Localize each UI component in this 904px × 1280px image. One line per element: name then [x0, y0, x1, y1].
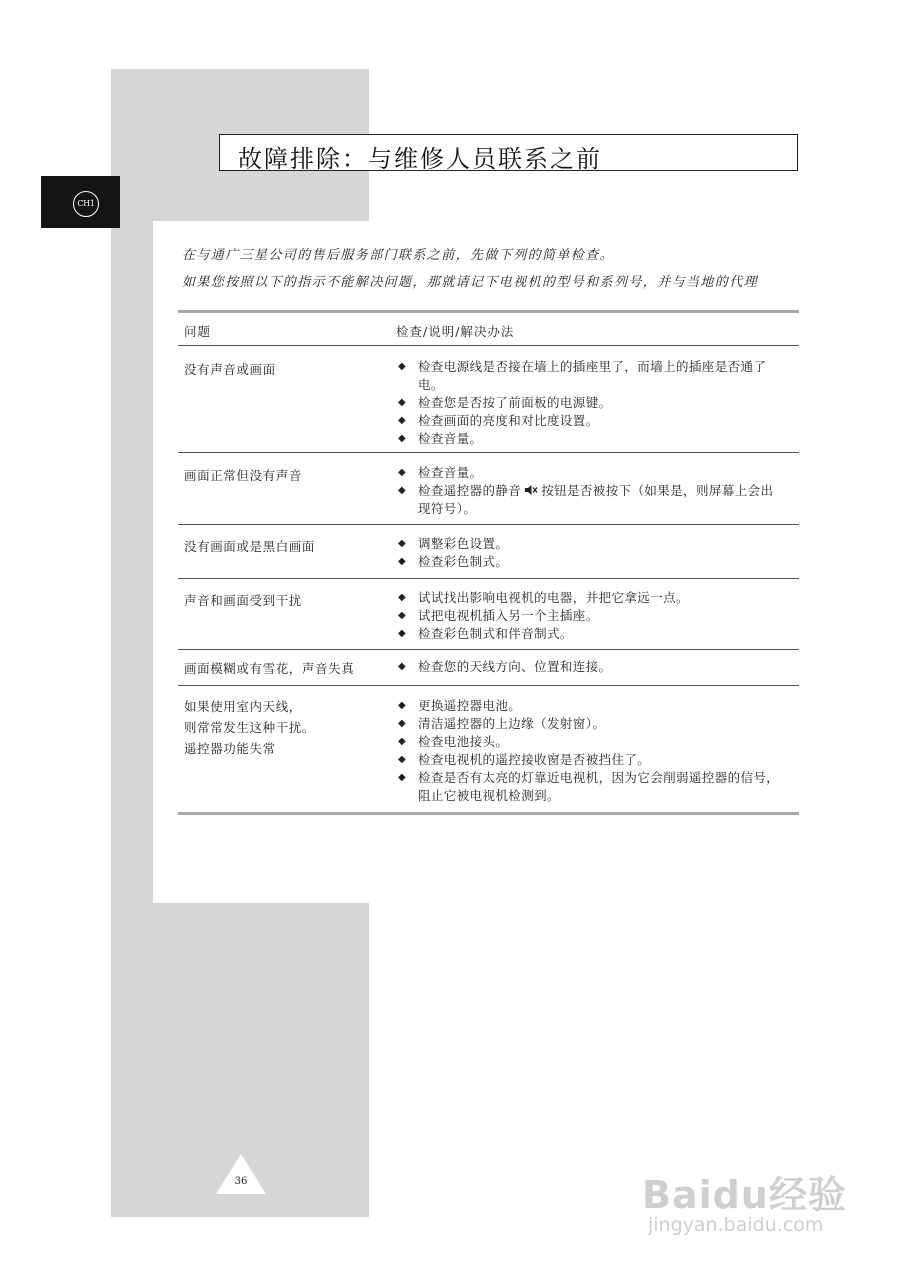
solution-list	[396, 589, 786, 643]
solution-list	[396, 658, 786, 676]
page-number-marker	[216, 1154, 266, 1194]
table-row	[178, 525, 799, 578]
problem-cell: 声音和画面受到干扰	[184, 593, 302, 608]
solution-item: ◆ 试试找出影响电视机的电器，并把它拿远一点。	[398, 590, 689, 605]
page-triangle-icon	[216, 1154, 266, 1194]
solution-item: ◆ 检查是否有太亮的灯靠近电视机，因为它会削弱遥控器的信号，阻止它被电视机检测到。	[398, 770, 780, 803]
problem-cell: 没有声音或画面	[184, 362, 276, 377]
solution-list	[396, 697, 786, 805]
page-number: 36	[234, 1176, 248, 1187]
bullet-icon: ◆	[398, 485, 407, 496]
solution-list	[396, 358, 786, 448]
solution-item: ◆ 清洁遥控器的上边缘（发射窗）。	[398, 716, 606, 731]
table-header-row	[178, 313, 799, 345]
table-row	[178, 686, 799, 812]
page-title-box	[219, 134, 798, 171]
solution-item: ◆ 检查音量。	[398, 431, 483, 446]
problem-cell: 没有画面或是黑白画面	[184, 539, 316, 554]
solution-item: ◆ 调整彩色设置。	[398, 536, 509, 551]
intro-line-2: 如果您按照以下的指示不能解决问题，那就请记下电视机的型号和系列号，并与当地的代理	[182, 275, 759, 290]
problem-cell: 如果使用室内天线， 则常常发生这种干扰。 遥控器功能失常	[184, 699, 316, 756]
problem-cell: 画面正常但没有声音	[184, 468, 302, 483]
solution-item: ◆ 检查遥控器的静音 按钮是否被按下（如果是，则屏幕上会出现符号）。	[398, 483, 774, 516]
bullet-icon: ◆	[398, 556, 407, 567]
table-row	[178, 650, 799, 685]
header-solution: 检查/说明/解决办法	[396, 324, 515, 339]
mute-icon	[524, 484, 538, 496]
bullet-icon: ◆	[398, 736, 407, 747]
solution-item: ◆ 检查电源线是否接在墙上的插座里了，而墙上的插座是否通了电。	[398, 359, 767, 392]
solution-item: ◆ 检查您是否按了前面板的电源键。	[398, 395, 612, 410]
table-row	[178, 453, 799, 524]
table-bottom-rule	[178, 812, 799, 815]
solution-item: ◆ 检查您的天线方向、位置和连接。	[398, 659, 612, 674]
solution-list	[396, 464, 786, 518]
header-problem: 问题	[184, 324, 212, 339]
bullet-icon: ◆	[398, 397, 407, 408]
bullet-icon: ◆	[398, 415, 407, 426]
bullet-icon: ◆	[398, 592, 407, 603]
intro-line-1: 在与通广三星公司的售后服务部门联系之前，先做下列的简单检查。	[182, 248, 615, 263]
bullet-icon: ◆	[398, 754, 407, 765]
bullet-icon: ◆	[398, 700, 407, 711]
watermark-logo: Baidu经验	[642, 1173, 847, 1217]
gray-band-left	[111, 221, 153, 903]
solution-item: ◆ 检查画面的亮度和对比度设置。	[398, 413, 599, 428]
table-row	[178, 346, 799, 452]
bullet-icon: ◆	[398, 467, 407, 478]
bullet-icon: ◆	[398, 361, 407, 372]
bullet-icon: ◆	[398, 610, 407, 621]
troubleshooting-table	[178, 310, 799, 815]
bullet-icon: ◆	[398, 661, 407, 672]
solution-item: ◆ 检查电池接头。	[398, 734, 509, 749]
solution-list	[396, 535, 786, 571]
bullet-icon: ◆	[398, 772, 407, 783]
watermark	[642, 1160, 852, 1260]
page-title: 故障排除：与维修人员联系之前	[238, 145, 602, 173]
solution-item: ◆ 更换遥控器电池。	[398, 698, 522, 713]
solution-item: ◆ 检查电视机的遥控接收窗是否被挡住了。	[398, 752, 651, 767]
problem-cell: 画面模糊或有雪花，声音失真	[184, 661, 355, 676]
bullet-icon: ◆	[398, 718, 407, 729]
watermark-url: jingyan.baidu.com	[648, 1214, 824, 1236]
chapter-badge: CH1	[73, 191, 99, 217]
solution-item: ◆ 试把电视机插入另一个主插座。	[398, 608, 599, 623]
solution-item: ◆ 检查彩色制式。	[398, 554, 509, 569]
bullet-icon: ◆	[398, 628, 407, 639]
bullet-icon: ◆	[398, 433, 407, 444]
solution-item: ◆ 检查彩色制式和伴音制式。	[398, 626, 573, 641]
solution-item: ◆ 检查音量。	[398, 465, 483, 480]
table-row	[178, 579, 799, 649]
bullet-icon: ◆	[398, 538, 407, 549]
